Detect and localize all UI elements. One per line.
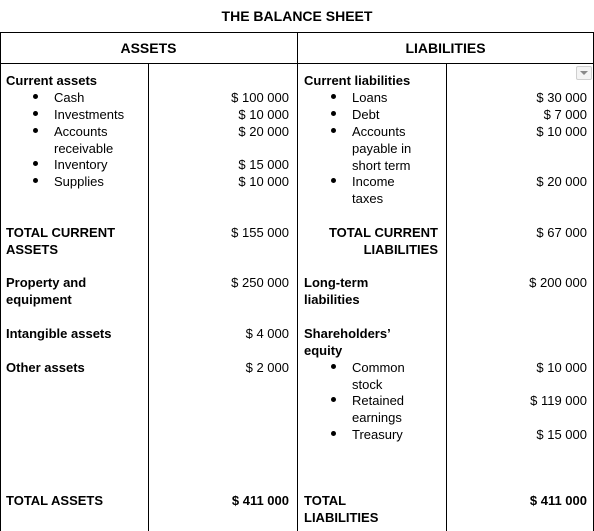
other-assets-value: $ 2 000: [245, 360, 289, 375]
liability-item-label: Debt: [352, 107, 380, 122]
dropdown-arrow-icon[interactable]: [576, 66, 592, 80]
current-liabilities-heading: Current liabilities: [304, 73, 411, 88]
total-current-assets-value: $ 155 000: [231, 225, 289, 240]
equity-item-label: Treasury: [352, 427, 403, 442]
other-assets-label: Other assets: [6, 360, 85, 375]
asset-item-label: Supplies: [54, 174, 104, 189]
long-term-liabilities-label: Long-term liabilities: [304, 275, 369, 307]
total-current-liabilities-value: $ 67 000: [536, 225, 587, 240]
equity-item-value: $ 15 000: [536, 427, 587, 442]
shareholders-equity-heading: Shareholders’ equity: [304, 326, 390, 358]
bullet-icon: [33, 94, 38, 99]
column-divider-liabilities-values: [446, 63, 447, 531]
liability-item-label: Income taxes: [352, 174, 395, 206]
total-assets-label: TOTAL ASSETS: [6, 493, 104, 508]
asset-item-label: Inventory: [54, 157, 108, 172]
property-equipment-value: $ 250 000: [231, 275, 289, 290]
bullet-icon: [331, 128, 336, 133]
bullet-icon: [331, 397, 336, 402]
bullet-icon: [331, 178, 336, 183]
liability-item-value: $ 30 000: [536, 90, 587, 105]
liability-item-label: Accounts payable in short term: [352, 124, 412, 173]
bullet-icon: [331, 364, 336, 369]
current-assets-heading: Current assets: [6, 73, 98, 88]
total-assets-value: $ 411 000: [231, 493, 289, 508]
equity-item-value: $ 10 000: [536, 360, 587, 375]
total-liabilities-label: TOTAL LIABILITIES: [304, 493, 379, 525]
liability-item-value: $ 20 000: [536, 174, 587, 189]
equity-item-label: Retained earnings: [352, 393, 405, 425]
bullet-icon: [33, 128, 38, 133]
asset-item-label: Cash: [54, 90, 85, 105]
column-divider-assets-values: [148, 63, 149, 531]
asset-item-value: $ 10 000: [238, 174, 289, 189]
liability-item-value: $ 7 000: [543, 107, 587, 122]
intangible-assets-label: Intangible assets: [6, 326, 112, 341]
table-left-border: [0, 32, 1, 531]
asset-item-value: $ 15 000: [238, 157, 289, 172]
long-term-liabilities-value: $ 200 000: [529, 275, 587, 290]
intangible-assets-value: $ 4 000: [245, 326, 289, 341]
bullet-icon: [33, 161, 38, 166]
asset-item-label: Accounts receivable: [54, 124, 114, 156]
bullet-icon: [331, 111, 336, 116]
sheet-title: THE BALANCE SHEET: [221, 8, 373, 24]
total-current-liabilities-label: TOTAL CURRENT LIABILITIES: [328, 225, 438, 257]
liabilities-header: LIABILITIES: [405, 40, 486, 56]
asset-item-value: $ 10 000: [238, 107, 289, 122]
bullet-icon: [331, 94, 336, 99]
column-divider-main: [297, 32, 298, 531]
asset-item-label: Investments: [54, 107, 125, 122]
bullet-icon: [331, 431, 336, 436]
asset-item-value: $ 100 000: [231, 90, 289, 105]
total-liabilities-value: $ 411 000: [529, 493, 587, 508]
property-equipment-label: Property and equipment: [6, 275, 87, 307]
equity-item-label: Common stock: [352, 360, 405, 392]
bullet-icon: [33, 178, 38, 183]
assets-header: ASSETS: [120, 40, 177, 56]
bullet-icon: [33, 111, 38, 116]
liability-item-label: Loans: [352, 90, 388, 105]
equity-item-value: $ 119 000: [530, 393, 587, 408]
liability-item-value: $ 10 000: [536, 124, 587, 139]
total-current-assets-label: TOTAL CURRENT ASSETS: [6, 225, 116, 257]
asset-item-value: $ 20 000: [238, 124, 289, 139]
